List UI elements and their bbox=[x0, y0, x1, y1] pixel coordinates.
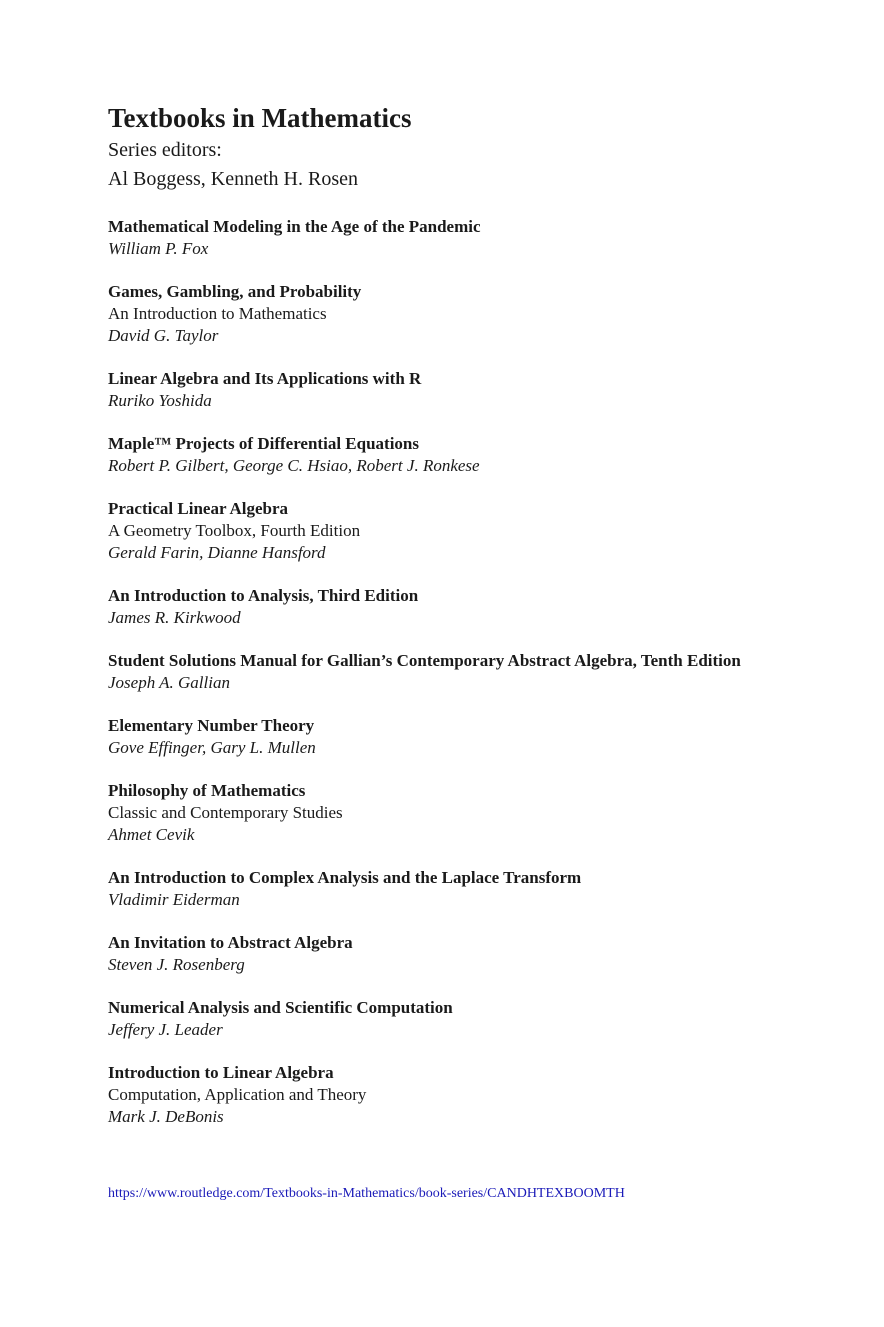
book-authors: Ruriko Yoshida bbox=[108, 391, 212, 410]
series-url-link[interactable]: https://www.routledge.com/Textbooks-in-Mathematics/book-series/CANDHTEXBOOMTH bbox=[108, 1186, 625, 1201]
book-authors: Steven J. Rosenberg bbox=[108, 955, 245, 974]
book-title: Maple™ Projects of Differential Equations bbox=[108, 434, 419, 453]
book-title: Philosophy of Mathematics bbox=[108, 781, 306, 800]
book-authors: Gove Effinger, Gary L. Mullen bbox=[108, 738, 316, 757]
book-entry bbox=[108, 368, 808, 412]
book-authors: Vladimir Eiderman bbox=[108, 890, 240, 909]
book-authors: James R. Kirkwood bbox=[108, 608, 241, 627]
book-authors: Joseph A. Gallian bbox=[108, 673, 230, 692]
series-title: Textbooks in Mathematics bbox=[108, 103, 412, 133]
book-title: Mathematical Modeling in the Age of the Pandemic bbox=[108, 217, 481, 236]
book-entry bbox=[108, 433, 808, 477]
book-entry bbox=[108, 216, 808, 260]
book-title: Linear Algebra and Its Applications with R bbox=[108, 369, 422, 388]
book-authors: Mark J. DeBonis bbox=[108, 1107, 224, 1126]
book-entry bbox=[108, 281, 808, 347]
book-entry bbox=[108, 1062, 808, 1128]
series-editors-label: Series editors: bbox=[108, 139, 222, 161]
book-title: An Invitation to Abstract Algebra bbox=[108, 933, 353, 952]
book-authors: Jeffery J. Leader bbox=[108, 1020, 223, 1039]
book-subtitle: Computation, Application and Theory bbox=[108, 1085, 367, 1104]
book-authors: David G. Taylor bbox=[108, 326, 219, 345]
book-title: Games, Gambling, and Probability bbox=[108, 282, 362, 301]
book-title: An Introduction to Complex Analysis and the Laplace Transform bbox=[108, 868, 582, 887]
book-entry bbox=[108, 932, 808, 976]
book-title: An Introduction to Analysis, Third Edition bbox=[108, 586, 419, 605]
book-entry bbox=[108, 780, 808, 846]
book-subtitle: A Geometry Toolbox, Fourth Edition bbox=[108, 521, 361, 540]
book-authors: Gerald Farin, Dianne Hansford bbox=[108, 543, 326, 562]
book-list bbox=[108, 216, 808, 1128]
book-title: Elementary Number Theory bbox=[108, 716, 315, 735]
book-entry bbox=[108, 715, 808, 759]
book-authors: William P. Fox bbox=[108, 239, 209, 258]
book-title: Student Solutions Manual for Gallian’s Contemporary Abstract Algebra, Tenth Edition bbox=[108, 651, 741, 670]
book-title: Practical Linear Algebra bbox=[108, 499, 289, 518]
series-page bbox=[108, 100, 808, 1149]
book-title: Introduction to Linear Algebra bbox=[108, 1063, 334, 1082]
book-entry bbox=[108, 650, 808, 694]
book-entry bbox=[108, 867, 808, 911]
book-title: Numerical Analysis and Scientific Computation bbox=[108, 998, 453, 1017]
book-authors: Robert P. Gilbert, George C. Hsiao, Robert J. Ronkese bbox=[108, 456, 480, 475]
series-editors: Al Boggess, Kenneth H. Rosen bbox=[108, 168, 358, 190]
book-entry bbox=[108, 997, 808, 1041]
book-entry bbox=[108, 498, 808, 564]
book-subtitle: Classic and Contemporary Studies bbox=[108, 803, 343, 822]
book-entry bbox=[108, 585, 808, 629]
book-subtitle: An Introduction to Mathematics bbox=[108, 304, 327, 323]
book-authors: Ahmet Cevik bbox=[108, 825, 195, 844]
